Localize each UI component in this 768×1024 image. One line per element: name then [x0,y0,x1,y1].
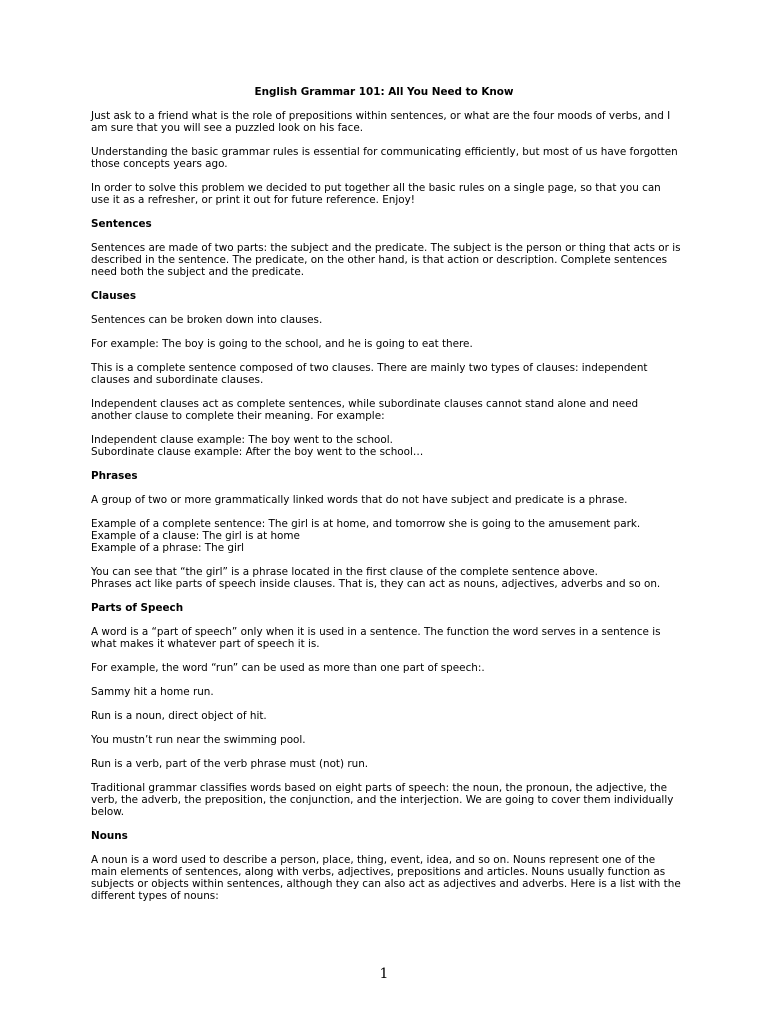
section-heading-parts-of-speech: Parts of Speech [91,602,184,614]
subordinate-clause-example: Subordinate clause example: After the boy went to the school… [91,446,424,458]
nouns-paragraph-1: A noun is a word used to describe a person, place, thing, event, idea, and so on. Nouns represent one of the main elements of sentences, along with verbs, adjectives, prepositions and articles. Nouns usually function as subjects or objects within sentences, although they can also act as adjectives and adverbs. Here is a list with the different types of nouns: [91,854,681,902]
document-body [91,110,681,914]
complete-sentence-example: Example of a complete sentence: The girl is at home, and tomorrow she is going to the amusement park. [91,518,641,530]
sentences-paragraph-1: Sentences are made of two parts: the subject and the predicate. The subject is the person or thing that acts or is described in the sentence. The predicate, on the other hand, is that action or description. Complete sentences need both the subject and the predicate. [91,242,681,278]
clauses-paragraph-4: Independent clauses act as complete sentences, while subordinate clauses cannot stand alone and need another clause to complete their meaning. For example: [91,398,639,422]
intro-paragraph-3: In order to solve this problem we decided to put together all the basic rules on a single page, so that you can use it as a refresher, or print it out for future reference. Enjoy! [91,182,661,206]
intro-paragraph-2: Understanding the basic grammar rules is essential for communicating efficiently, but most of us have forgotten those concepts years ago. [91,146,678,170]
section-heading-clauses: Clauses [91,290,137,302]
phrases-paragraph-2-line-1: You can see that “the girl” is a phrase located in the first clause of the complete sentence above. [91,566,598,578]
clauses-paragraph-3: This is a complete sentence composed of two clauses. There are mainly two types of clauses: independent clauses and subordinate clauses. [91,362,648,386]
parts-of-speech-paragraph-7: Traditional grammar classifies words based on eight parts of speech: the noun, the pronoun, the adjective, the verb, the adverb, the preposition, the conjunction, and the interjection. We are going to cover them individually below. [91,782,674,818]
phrases-paragraph-1: A group of two or more grammatically linked words that do not have subject and predicate is a phrase. [91,494,628,506]
document-title: English Grammar 101: All You Need to Know [254,86,514,98]
clauses-paragraph-2: For example: The boy is going to the school, and he is going to eat there. [91,338,473,350]
section-heading-nouns: Nouns [91,830,128,842]
section-heading-sentences: Sentences [91,218,152,230]
phrases-examples [91,518,681,554]
parts-of-speech-paragraph-3: Sammy hit a home run. [91,686,214,698]
phrase-example: Example of a phrase: The girl [91,542,245,554]
parts-of-speech-paragraph-2: For example, the word “run” can be used as more than one part of speech:. [91,662,485,674]
independent-clause-example: Independent clause example: The boy went to the school. [91,434,393,446]
phrases-paragraph-2-line-2: Phrases act like parts of speech inside clauses. That is, they can act as nouns, adjectives, adverbs and so on. [91,578,661,590]
parts-of-speech-paragraph-5: You mustn’t run near the swimming pool. [91,734,306,746]
clauses-paragraph-1: Sentences can be broken down into clauses. [91,314,323,326]
section-heading-phrases: Phrases [91,470,138,482]
parts-of-speech-paragraph-4: Run is a noun, direct object of hit. [91,710,267,722]
intro-paragraph-1: Just ask to a friend what is the role of prepositions within sentences, or what are the four moods of verbs, and I am sure that you will see a puzzled look on his face. [91,110,671,134]
phrases-paragraph-2 [91,566,681,590]
parts-of-speech-paragraph-6: Run is a verb, part of the verb phrase must (not) run. [91,758,369,770]
page-number: 1 [379,966,389,982]
clause-example: Example of a clause: The girl is at home [91,530,300,542]
clauses-examples [91,434,681,458]
parts-of-speech-paragraph-1: A word is a “part of speech” only when it is used in a sentence. The function the word serves in a sentence is what makes it whatever part of speech it is. [91,626,661,650]
